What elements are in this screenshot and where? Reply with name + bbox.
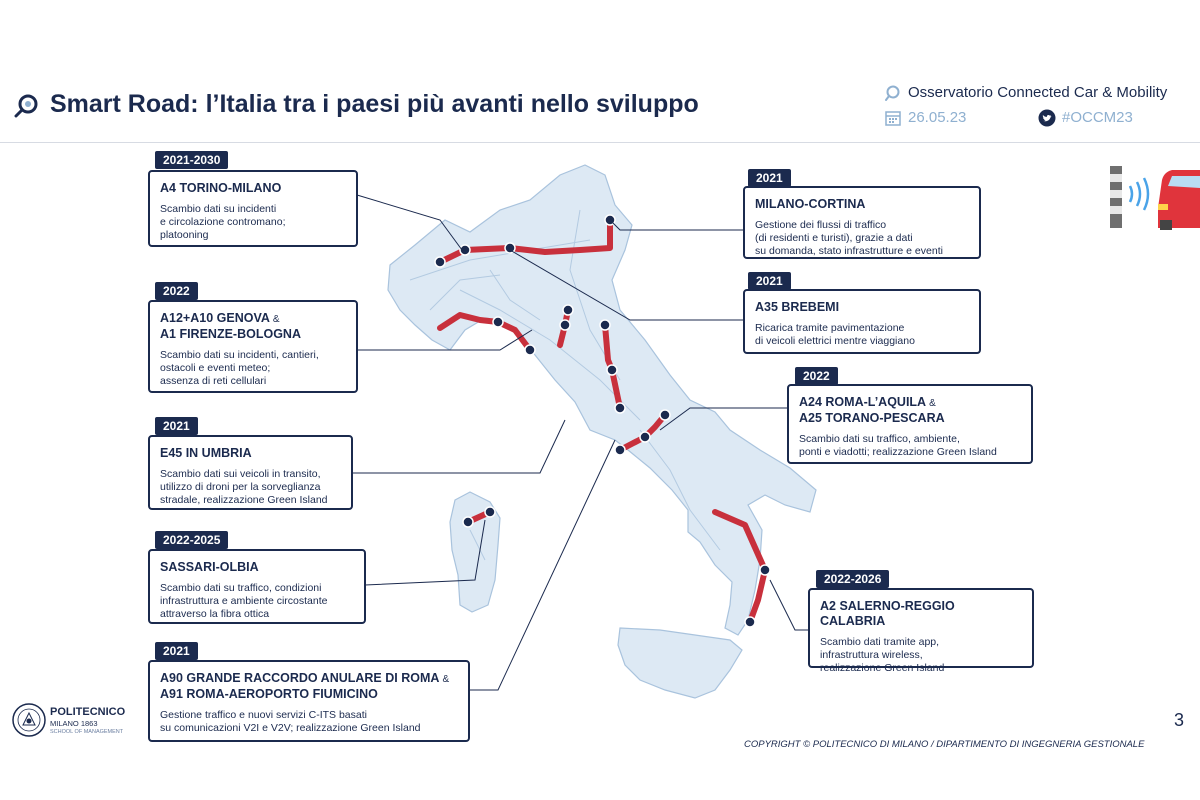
box-sassari-olbia <box>148 549 366 624</box>
logo-sub: MILANO 1863 <box>50 719 98 728</box>
box-a12-genova <box>148 300 358 393</box>
page-number: 3 <box>1174 710 1185 730</box>
logo-school: SCHOOL OF MANAGEMENT <box>50 729 124 735</box>
twitter-icon <box>1038 109 1056 127</box>
politecnico-seal-icon <box>12 703 46 737</box>
box-desc: Ricarica tramite pavimentazione di veicoli elettrici mentre viaggiano <box>755 322 915 347</box>
box-desc: Gestione dei flussi di traffico (di residenti e turisti), grazie a dati su domanda, stato infrastrutture e eventi <box>755 219 943 257</box>
box-a4-torino-milano <box>148 170 358 247</box>
ampersand: & <box>442 674 450 685</box>
box-title-2: A25 TORANO-PESCARA <box>799 411 945 425</box>
divider <box>0 142 1200 143</box>
box-title: A2 SALERNO-REGGIO CALABRIA <box>820 599 955 628</box>
box-milano-cortina <box>743 186 981 259</box>
year-tag: 2021 <box>155 642 198 660</box>
box-a24-roma-aquila <box>787 384 1033 464</box>
box-title: A35 BREBEMI <box>755 300 840 314</box>
box-a35-brebemi <box>743 289 981 354</box>
box-title: A90 GRANDE RACCORDO ANULARE DI ROMA <box>160 671 439 685</box>
search-icon <box>884 84 902 102</box>
search-icon <box>14 93 40 119</box>
box-desc: Scambio dati su traffico, ambiente, ponti e viadotti; realizzazione Green Island <box>799 433 997 458</box>
box-desc: Scambio dati sui veicoli in transito, utilizzo di droni per la sorveglianza stradale, realizzazione Green Island <box>160 468 328 506</box>
ampersand: & <box>272 314 280 325</box>
year-tag: 2021-2030 <box>155 151 228 169</box>
ampersand: & <box>929 398 936 409</box>
box-title: MILANO-CORTINA <box>755 197 866 211</box>
year-tag: 2021 <box>155 417 198 435</box>
box-title: SASSARI-OLBIA <box>160 560 259 574</box>
box-title: A4 TORINO-MILANO <box>160 181 282 195</box>
box-desc: Scambio dati su incidenti, cantieri, ostacoli e eventi meteo; assenza di reti cellulari <box>160 349 319 387</box>
box-e45-umbria <box>148 435 353 510</box>
calendar-icon <box>884 109 902 127</box>
page-title: Smart Road: l’Italia tra i paesi più avanti nello sviluppo <box>50 90 699 118</box>
year-tag: 2022 <box>155 282 198 300</box>
box-desc: Gestione traffico e nuovi servizi C-ITS basati su comunicazioni V2I e V2V; realizzazione Green Island <box>160 709 421 734</box>
year-tag: 2022 <box>795 367 838 385</box>
hashtag: #OCCM23 <box>1062 109 1133 126</box>
year-tag: 2021 <box>748 169 791 187</box>
box-title-2: A91 ROMA-AEROPORTO FIUMICINO <box>160 687 378 701</box>
box-a2-salerno-reggio <box>808 588 1034 674</box>
observatory-name: Osservatorio Connected Car & Mobility <box>908 84 1168 101</box>
box-title-2: A1 FIRENZE-BOLOGNA <box>160 327 301 341</box>
box-a90-gra-roma <box>148 660 470 742</box>
copyright-footer: COPYRIGHT © POLITECNICO DI MILANO / DIPARTIMENTO DI INGEGNERIA GESTIONALE <box>744 739 1145 750</box>
box-title: A24 ROMA-L’AQUILA <box>799 395 926 409</box>
box-desc: Scambio dati su incidenti e circolazione contromano; platooning <box>160 203 286 241</box>
year-tag: 2021 <box>748 272 791 290</box>
connected-car-icon <box>1106 160 1200 232</box>
box-title: E45 IN UMBRIA <box>160 446 252 460</box>
box-desc: Scambio dati su traffico, condizioni infrastruttura e ambiente circostante attraverso la fibra ottica <box>160 582 328 620</box>
year-tag: 2022-2025 <box>155 531 228 549</box>
event-date: 26.05.23 <box>908 109 967 126</box>
box-title: A12+A10 GENOVA <box>160 311 270 325</box>
year-tag: 2022-2026 <box>816 570 889 588</box>
logo-name: POLITECNICO <box>50 706 126 718</box>
box-desc: Scambio dati tramite app, infrastruttura wireless, realizzazione Green Island <box>820 636 945 674</box>
